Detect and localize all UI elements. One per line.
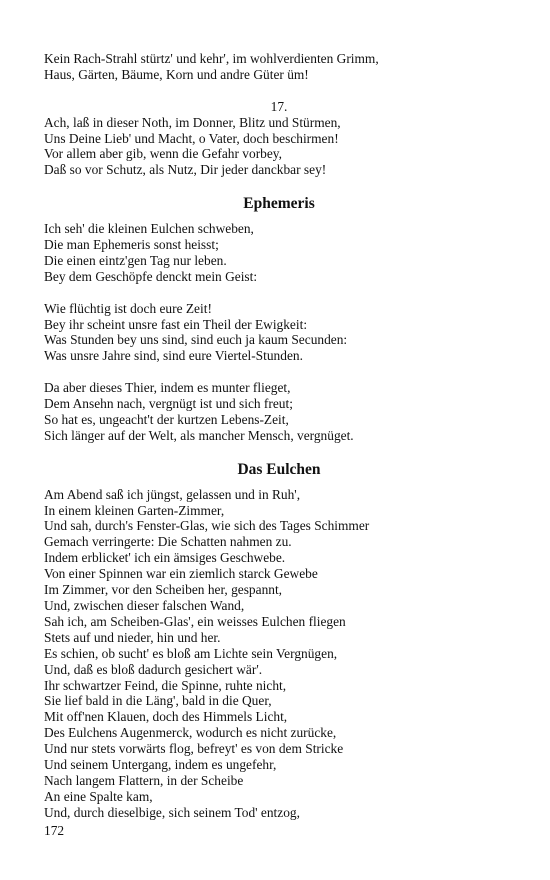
verse-line: Indem erblicket' ich ein ämsiges Geschwebe.	[44, 550, 286, 566]
verse-line: Uns Deine Lieb' und Macht, o Vater, doch beschirmen!	[44, 130, 339, 146]
poem-title: Das Eulchen	[237, 460, 321, 478]
stanza	[44, 380, 514, 444]
verse-line: Des Eulchens Augenmerck, wodurch es nicht zurücke,	[44, 725, 337, 741]
stanza	[44, 51, 514, 83]
verse-line: Stets auf und nieder, hin und her.	[44, 629, 221, 645]
poem-text-body	[44, 51, 514, 837]
verse-line: Bey ihr scheint unsre fast ein Theil der Ewigkeit:	[44, 316, 308, 332]
verse-line: Sie lief bald in die Läng', bald in die Quer,	[44, 693, 272, 709]
verse-line: Haus, Gärten, Bäume, Korn und andre Güter üm!	[44, 66, 309, 82]
poem-section	[44, 99, 514, 179]
verse-line: Daß so vor Schutz, als Nutz, Dir jeder danckbar sey!	[44, 162, 327, 178]
verse-line: Ach, laß in dieser Noth, im Donner, Blitz und Stürmen,	[44, 114, 341, 130]
verse-line: Gemach verringerte: Die Schatten nahmen zu.	[44, 534, 292, 550]
verse-line: Von einer Spinnen war ein ziemlich starck Gewebe	[44, 566, 318, 582]
verse-line: Und, zwischen dieser falschen Wand,	[44, 598, 245, 614]
verse-line: An eine Spalte kam,	[44, 788, 153, 804]
verse-line: Vor allem aber gib, wenn die Gefahr vorbey,	[44, 146, 282, 162]
stanza-number: 17.	[270, 98, 288, 114]
stanza	[44, 301, 514, 365]
verse-line: Die man Ephemeris sonst heisst;	[44, 237, 219, 253]
poem-section	[44, 460, 514, 821]
verse-line: Am Abend saß ich jüngst, gelassen und in Ruh',	[44, 486, 301, 502]
verse-line: Sah ich, am Scheiben-Glas', ein weisses Eulchen fliegen	[44, 613, 346, 629]
verse-line: Kein Rach-Strahl stürtz' und kehr', im wohlverdienten Grimm,	[44, 51, 379, 66]
verse-line: Sich länger auf der Welt, als mancher Mensch, vergnüget.	[44, 427, 354, 443]
stanza	[44, 221, 514, 285]
verse-line: In einem kleinen Garten-Zimmer,	[44, 502, 225, 518]
verse-line: Ihr schwartzer Feind, die Spinne, ruhte nicht,	[44, 677, 287, 693]
stanza	[44, 115, 514, 179]
verse-line: Da aber dieses Thier, indem es munter flieget,	[44, 380, 291, 396]
poem-title: Ephemeris	[243, 195, 315, 213]
stanza	[44, 487, 514, 821]
verse-line: Wie flüchtig ist doch eure Zeit!	[44, 300, 212, 316]
verse-line: Nach langem Flattern, in der Scheibe	[44, 772, 244, 788]
poem-section	[44, 194, 514, 444]
verse-line: Mit off'nen Klauen, doch des Himmels Licht,	[44, 709, 288, 725]
verse-line: Im Zimmer, vor den Scheiben her, gespannt,	[44, 582, 283, 598]
verse-line: Was unsre Jahre sind, sind eure Viertel-Stunden.	[44, 348, 303, 364]
verse-line: So hat es, ungeacht't der kurtzen Lebens-Zeit,	[44, 411, 289, 427]
verse-line: Und sah, durch's Fenster-Glas, wie sich des Tages Schimmer	[44, 518, 370, 534]
page-number: 172	[44, 823, 65, 838]
verse-line: Und seinem Untergang, indem es ungefehr,	[44, 757, 277, 773]
verse-line: Was Stunden bey uns sind, sind euch ja kaum Secunden:	[44, 332, 348, 348]
verse-line: Bey dem Geschöpfe denckt mein Geist:	[44, 268, 258, 284]
verse-line: Und, durch dieselbige, sich seinem Tod' entzog,	[44, 804, 300, 820]
verse-line: Und nur stets vorwärts flog, befreyt' es von dem Stricke	[44, 741, 344, 757]
verse-line: Und, daß es bloß dadurch gesichert wär'.	[44, 661, 263, 677]
verse-line: Es schien, ob sucht' es bloß am Lichte sein Vergnügen,	[44, 645, 338, 661]
verse-line: Ich seh' die kleinen Eulchen schweben,	[44, 221, 254, 237]
verse-line: Dem Ansehn nach, vergnügt ist und sich freut;	[44, 396, 293, 412]
verse-line: Die einen eintz'gen Tag nur leben.	[44, 252, 227, 268]
poem-section	[44, 51, 514, 83]
